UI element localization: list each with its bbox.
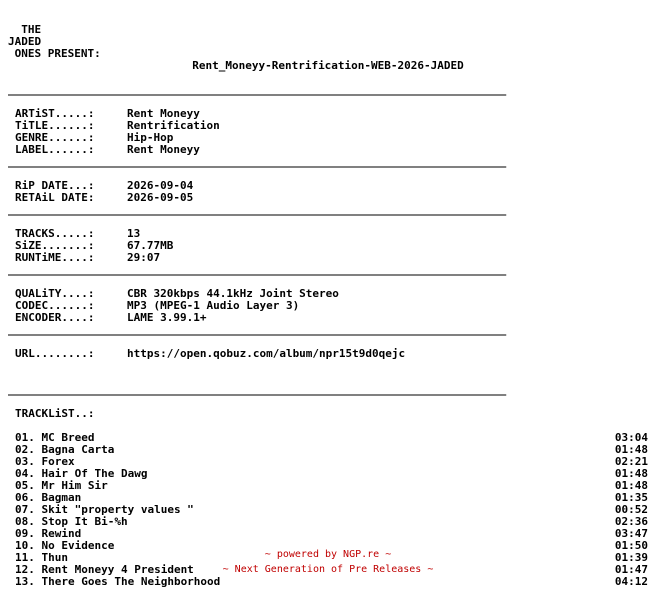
url-link[interactable]: https://open.qobuz.com/album/npr15t9d0qejc [127,347,406,360]
divider: ________________________________________________________________________________ [8,384,506,396]
track-time: 01:35 [614,491,648,504]
info-value: LAME 3.99.1+ [127,311,207,324]
footer-powered-by[interactable]: ~ powered by NGP.re ~ [264,549,392,560]
tracklist-heading [8,408,648,420]
release-name: Rent_Moneyy-Rentrification-WEB-2026-JADED [192,60,464,72]
track-title: 13. There Goes The Neighborhood [15,575,221,588]
logo-line-1: THE [8,24,42,36]
info-url [8,348,648,360]
track-time: 01:47 [614,563,648,576]
track-time: 02:21 [614,455,648,468]
track-time: 01:48 [614,479,648,492]
track-title: 01. MC Breed [15,431,95,444]
track-title: 09. Rewind [15,527,82,540]
info-codec [8,300,648,312]
logo-line-3: ONES PRESENT: [8,48,101,60]
info-label-name [8,144,648,156]
track-row [8,444,648,456]
track-title: 04. Hair Of The Dawg [15,467,148,480]
info-value: Rentrification [127,119,220,132]
info-value: 67.77MB [127,239,174,252]
track-row [8,480,648,492]
divider: ________________________________________________________________________________ [8,264,506,276]
track-title: 12. Rent Moneyy 4 President [15,563,194,576]
track-title: 08. Stop It Bi-%h [15,515,128,528]
info-label: QUALiTY....: [15,287,95,300]
info-value: Hip-Hop [127,131,174,144]
info-value: 2026-09-04 [127,179,194,192]
info-runtime [8,252,648,264]
info-value: 2026-09-05 [127,191,194,204]
divider: ________________________________________________________________________________ [8,156,506,168]
track-time: 03:04 [614,431,648,444]
info-encoder [8,312,648,324]
info-artist [8,108,648,120]
track-row [8,516,648,528]
track-row [8,576,648,588]
track-time: 03:47 [614,527,648,540]
track-title: 07. Skit "property values " [15,503,194,516]
info-value: 29:07 [127,251,161,264]
info-value: Rent Moneyy [127,143,200,156]
info-rip-date [8,180,648,192]
divider: ________________________________________________________________________________ [8,84,506,96]
info-label: URL........: [15,347,95,360]
info-retail-date [8,192,648,204]
info-label: RUNTiME....: [15,251,95,264]
footer-tagline[interactable]: ~ Next Generation of Pre Releases ~ [222,564,434,575]
track-time: 04:12 [614,575,648,588]
info-label: RETAiL DATE: [15,191,95,204]
track-title: 10. No Evidence [15,539,115,552]
track-title: 05. Mr Him Sir [15,479,108,492]
track-time: 02:36 [614,515,648,528]
track-title: 03. Forex [15,455,75,468]
track-time: 01:48 [614,467,648,480]
info-label: ENCODER....: [15,311,95,324]
info-value: MP3 (MPEG-1 Audio Layer 3) [127,299,300,312]
track-time: 01:48 [614,443,648,456]
info-genre [8,132,648,144]
nfo-document [8,24,648,588]
info-value: CBR 320kbps 44.1kHz Joint Stereo [127,287,339,300]
info-label: RiP DATE...: [15,179,95,192]
info-label: SiZE.......: [15,239,95,252]
track-title: 11. Thun [15,551,68,564]
track-time: 00:52 [614,503,648,516]
track-title: 02. Bagna Carta [15,443,115,456]
info-label: LABEL......: [15,143,95,156]
info-label: TRACKS.....: [15,227,95,240]
info-label: TiTLE......: [15,119,95,132]
info-value: 13 [127,227,141,240]
info-size [8,240,648,252]
tracklist-label: TRACKLiST..: [15,407,95,420]
divider: ________________________________________________________________________________ [8,324,506,336]
track-time: 01:39 [614,551,648,564]
info-label: GENRE......: [15,131,95,144]
info-quality [8,288,648,300]
info-tracks [8,228,648,240]
logo-line-2: JADED [8,36,42,48]
track-time: 01:50 [614,539,648,552]
info-value: Rent Moneyy [127,107,200,120]
divider: ________________________________________________________________________________ [8,204,506,216]
info-label: CODEC......: [15,299,95,312]
info-label: ARTiST.....: [15,107,95,120]
info-title [8,120,648,132]
track-title: 06. Bagman [15,491,82,504]
